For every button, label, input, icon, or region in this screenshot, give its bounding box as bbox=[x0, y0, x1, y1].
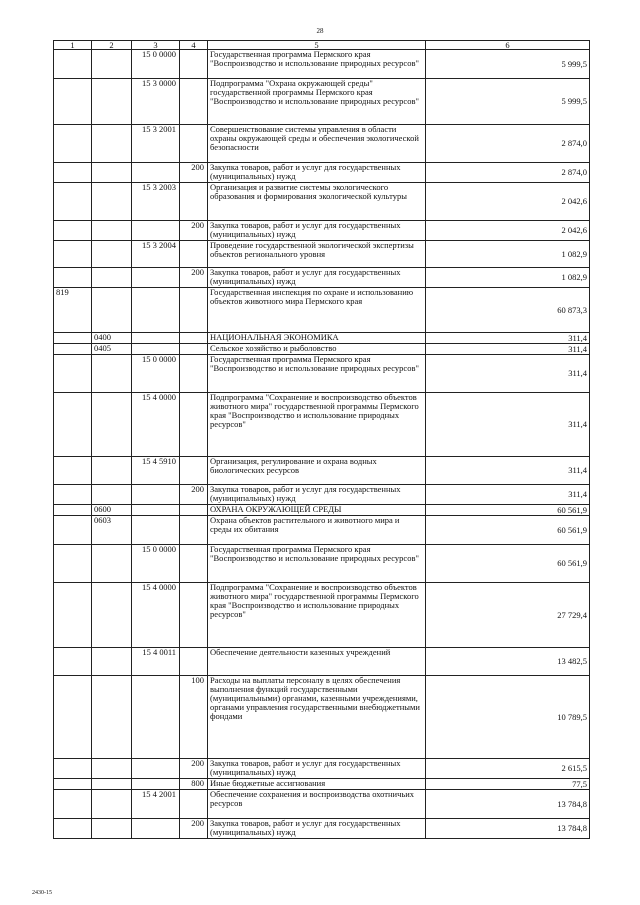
expense-type-cell: 800 bbox=[180, 779, 208, 790]
description-cell: Государственная программа Пермского края "Воспроизводство и использование природных ресурсов" bbox=[208, 545, 426, 583]
ministry-code-cell bbox=[54, 393, 92, 457]
description-cell: Подпрограмма "Сохранение и воспроизводство объектов животного мира" государственной программы Пермского края "Воспроизводство и использование природных ресурсов" bbox=[208, 393, 426, 457]
description-cell: Охрана объектов растительного и животного мира и среды их обитания bbox=[208, 516, 426, 545]
description-cell: Проведение государственной экологической экспертизы объектов регионального уровня bbox=[208, 241, 426, 268]
target-article-cell bbox=[132, 268, 180, 288]
expense-type-cell bbox=[180, 288, 208, 333]
amount-cell: 1 082,9 bbox=[426, 268, 590, 288]
target-article-cell bbox=[132, 676, 180, 759]
description-cell: Совершенствование системы управления в области охраны окружающей среды и обеспечения экологической безопасности bbox=[208, 125, 426, 163]
expense-type-cell bbox=[180, 241, 208, 268]
description-cell: Закупка товаров, работ и услуг для государственных (муниципальных) нужд bbox=[208, 485, 426, 505]
table-row bbox=[54, 583, 590, 648]
ministry-code-cell bbox=[54, 779, 92, 790]
ministry-code-cell bbox=[54, 759, 92, 779]
ministry-code-cell bbox=[54, 163, 92, 183]
ministry-code-cell bbox=[54, 790, 92, 819]
column-header: 5 bbox=[208, 41, 426, 50]
ministry-code-cell bbox=[54, 221, 92, 241]
ministry-code-cell bbox=[54, 183, 92, 221]
expense-type-cell bbox=[180, 333, 208, 344]
section-code-cell bbox=[92, 676, 132, 759]
target-article-cell bbox=[132, 163, 180, 183]
table-row bbox=[54, 79, 590, 125]
expense-type-cell bbox=[180, 79, 208, 125]
table-row bbox=[54, 125, 590, 163]
target-article-cell bbox=[132, 221, 180, 241]
section-code-cell bbox=[92, 545, 132, 583]
ministry-code-cell bbox=[54, 355, 92, 393]
amount-cell: 2 874,0 bbox=[426, 163, 590, 183]
amount-cell: 311,4 bbox=[426, 344, 590, 355]
amount-cell: 27 729,4 bbox=[426, 583, 590, 648]
expense-type-cell bbox=[180, 790, 208, 819]
expense-type-cell bbox=[180, 583, 208, 648]
target-article-cell bbox=[132, 344, 180, 355]
column-header: 1 bbox=[54, 41, 92, 50]
table-row bbox=[54, 779, 590, 790]
table-row bbox=[54, 288, 590, 333]
section-code-cell bbox=[92, 355, 132, 393]
table-row bbox=[54, 393, 590, 457]
table-row bbox=[54, 759, 590, 779]
expense-type-cell: 200 bbox=[180, 221, 208, 241]
expense-type-cell: 200 bbox=[180, 819, 208, 839]
budget-table bbox=[53, 40, 590, 839]
ministry-code-cell bbox=[54, 79, 92, 125]
section-code-cell bbox=[92, 779, 132, 790]
table-row bbox=[54, 676, 590, 759]
description-cell: Иные бюджетные ассигнования bbox=[208, 779, 426, 790]
table-row bbox=[54, 268, 590, 288]
column-header: 6 bbox=[426, 41, 590, 50]
description-cell: Закупка товаров, работ и услуг для государственных (муниципальных) нужд bbox=[208, 221, 426, 241]
description-cell: ОХРАНА ОКРУЖАЮЩЕЙ СРЕДЫ bbox=[208, 505, 426, 516]
description-cell: Организация и развитие системы экологического образования и формирования экологической культуры bbox=[208, 183, 426, 221]
amount-cell: 60 873,3 bbox=[426, 288, 590, 333]
amount-cell: 311,4 bbox=[426, 485, 590, 505]
amount-cell: 60 561,9 bbox=[426, 545, 590, 583]
target-article-cell bbox=[132, 288, 180, 333]
target-article-cell: 15 4 2001 bbox=[132, 790, 180, 819]
target-article-cell: 15 4 0000 bbox=[132, 393, 180, 457]
description-cell: Сельское хозяйство и рыболовство bbox=[208, 344, 426, 355]
section-code-cell bbox=[92, 583, 132, 648]
section-code-cell bbox=[92, 79, 132, 125]
description-cell: Обеспечение деятельности казенных учреждений bbox=[208, 648, 426, 676]
description-cell: Государственная инспекция по охране и использованию объектов животного мира Пермского края bbox=[208, 288, 426, 333]
target-article-cell bbox=[132, 505, 180, 516]
description-cell: Закупка товаров, работ и услуг для государственных (муниципальных) нужд bbox=[208, 819, 426, 839]
column-header: 2 bbox=[92, 41, 132, 50]
ministry-code-cell bbox=[54, 457, 92, 485]
amount-cell: 5 999,5 bbox=[426, 79, 590, 125]
section-code-cell bbox=[92, 485, 132, 505]
expense-type-cell bbox=[180, 50, 208, 79]
ministry-code-cell bbox=[54, 241, 92, 268]
ministry-code-cell bbox=[54, 505, 92, 516]
expense-type-cell bbox=[180, 505, 208, 516]
amount-cell: 311,4 bbox=[426, 355, 590, 393]
table-row bbox=[54, 344, 590, 355]
description-cell: Государственная программа Пермского края "Воспроизводство и использование природных ресурсов" bbox=[208, 355, 426, 393]
target-article-cell: 15 4 0000 bbox=[132, 583, 180, 648]
amount-cell: 1 082,9 bbox=[426, 241, 590, 268]
expense-type-cell: 100 bbox=[180, 676, 208, 759]
amount-cell: 60 561,9 bbox=[426, 516, 590, 545]
section-code-cell: 0603 bbox=[92, 516, 132, 545]
expense-type-cell bbox=[180, 545, 208, 583]
amount-cell: 311,4 bbox=[426, 333, 590, 344]
amount-cell: 13 482,5 bbox=[426, 648, 590, 676]
ministry-code-cell bbox=[54, 485, 92, 505]
target-article-cell bbox=[132, 779, 180, 790]
table-row bbox=[54, 505, 590, 516]
table-row bbox=[54, 790, 590, 819]
table-row bbox=[54, 355, 590, 393]
section-code-cell: 0400 bbox=[92, 333, 132, 344]
table-body bbox=[54, 50, 590, 839]
section-code-cell bbox=[92, 393, 132, 457]
table-row bbox=[54, 333, 590, 344]
table-row bbox=[54, 516, 590, 545]
section-code-cell bbox=[92, 268, 132, 288]
column-header: 3 bbox=[132, 41, 180, 50]
table-header-row bbox=[54, 41, 590, 50]
expense-type-cell bbox=[180, 125, 208, 163]
target-article-cell bbox=[132, 333, 180, 344]
table-row bbox=[54, 241, 590, 268]
description-cell: Закупка товаров, работ и услуг для государственных (муниципальных) нужд bbox=[208, 759, 426, 779]
section-code-cell bbox=[92, 241, 132, 268]
section-code-cell bbox=[92, 163, 132, 183]
target-article-cell: 15 3 2001 bbox=[132, 125, 180, 163]
section-code-cell bbox=[92, 648, 132, 676]
ministry-code-cell bbox=[54, 125, 92, 163]
ministry-code-cell bbox=[54, 583, 92, 648]
table-row bbox=[54, 183, 590, 221]
expense-type-cell: 200 bbox=[180, 163, 208, 183]
expense-type-cell bbox=[180, 393, 208, 457]
amount-cell: 5 999,5 bbox=[426, 50, 590, 79]
expense-type-cell bbox=[180, 355, 208, 393]
target-article-cell: 15 4 0011 bbox=[132, 648, 180, 676]
target-article-cell bbox=[132, 485, 180, 505]
expense-type-cell bbox=[180, 183, 208, 221]
description-cell: Подпрограмма "Охрана окружающей среды" государственной программы Пермского края "Воспроизводство и использование природных ресурсов" bbox=[208, 79, 426, 125]
table-row bbox=[54, 819, 590, 839]
ministry-code-cell bbox=[54, 50, 92, 79]
expense-type-cell: 200 bbox=[180, 759, 208, 779]
section-code-cell: 0600 bbox=[92, 505, 132, 516]
amount-cell: 311,4 bbox=[426, 393, 590, 457]
section-code-cell bbox=[92, 790, 132, 819]
description-cell: Закупка товаров, работ и услуг для государственных (муниципальных) нужд bbox=[208, 163, 426, 183]
amount-cell: 13 784,8 bbox=[426, 790, 590, 819]
description-cell: Обеспечение сохранения и воспроизводства охотничьих ресурсов bbox=[208, 790, 426, 819]
target-article-cell bbox=[132, 759, 180, 779]
amount-cell: 10 789,5 bbox=[426, 676, 590, 759]
expense-type-cell bbox=[180, 648, 208, 676]
description-cell: Расходы на выплаты персоналу в целях обеспечения выполнения функций государственными (муниципальными) органами, казенными учреждениями, органами управления государственными внебюджетными фондами bbox=[208, 676, 426, 759]
section-code-cell bbox=[92, 457, 132, 485]
section-code-cell bbox=[92, 183, 132, 221]
ministry-code-cell bbox=[54, 333, 92, 344]
expense-type-cell bbox=[180, 516, 208, 545]
ministry-code-cell bbox=[54, 676, 92, 759]
section-code-cell bbox=[92, 819, 132, 839]
table-row bbox=[54, 221, 590, 241]
section-code-cell bbox=[92, 288, 132, 333]
table-row bbox=[54, 163, 590, 183]
expense-type-cell bbox=[180, 457, 208, 485]
amount-cell: 60 561,9 bbox=[426, 505, 590, 516]
amount-cell: 13 784,8 bbox=[426, 819, 590, 839]
ministry-code-cell bbox=[54, 819, 92, 839]
column-header: 4 bbox=[180, 41, 208, 50]
description-cell: НАЦИОНАЛЬНАЯ ЭКОНОМИКА bbox=[208, 333, 426, 344]
table-row bbox=[54, 485, 590, 505]
description-cell: Закупка товаров, работ и услуг для государственных (муниципальных) нужд bbox=[208, 268, 426, 288]
section-code-cell bbox=[92, 759, 132, 779]
target-article-cell: 15 0 0000 bbox=[132, 50, 180, 79]
amount-cell: 77,5 bbox=[426, 779, 590, 790]
target-article-cell: 15 3 2004 bbox=[132, 241, 180, 268]
expense-type-cell: 200 bbox=[180, 268, 208, 288]
amount-cell: 2 042,6 bbox=[426, 183, 590, 221]
page-number: 28 bbox=[316, 27, 324, 35]
ministry-code-cell bbox=[54, 516, 92, 545]
target-article-cell: 15 0 0000 bbox=[132, 355, 180, 393]
ministry-code-cell bbox=[54, 344, 92, 355]
target-article-cell bbox=[132, 819, 180, 839]
target-article-cell: 15 4 5910 bbox=[132, 457, 180, 485]
section-code-cell bbox=[92, 50, 132, 79]
table-row bbox=[54, 648, 590, 676]
section-code-cell bbox=[92, 125, 132, 163]
amount-cell: 2 042,6 bbox=[426, 221, 590, 241]
ministry-code-cell bbox=[54, 648, 92, 676]
table-row bbox=[54, 545, 590, 583]
target-article-cell bbox=[132, 516, 180, 545]
target-article-cell: 15 3 0000 bbox=[132, 79, 180, 125]
section-code-cell: 0405 bbox=[92, 344, 132, 355]
ministry-code-cell bbox=[54, 268, 92, 288]
amount-cell: 311,4 bbox=[426, 457, 590, 485]
table-row bbox=[54, 50, 590, 79]
expense-type-cell bbox=[180, 344, 208, 355]
amount-cell: 2 615,5 bbox=[426, 759, 590, 779]
ministry-code-cell: 819 bbox=[54, 288, 92, 333]
description-cell: Государственная программа Пермского края "Воспроизводство и использование природных ресурсов" bbox=[208, 50, 426, 79]
description-cell: Организация, регулирование и охрана водных биологических ресурсов bbox=[208, 457, 426, 485]
ministry-code-cell bbox=[54, 545, 92, 583]
amount-cell: 2 874,0 bbox=[426, 125, 590, 163]
table-row bbox=[54, 457, 590, 485]
target-article-cell: 15 0 0000 bbox=[132, 545, 180, 583]
section-code-cell bbox=[92, 221, 132, 241]
expense-type-cell: 200 bbox=[180, 485, 208, 505]
document-code: 2430-15 bbox=[32, 890, 52, 896]
description-cell: Подпрограмма "Сохранение и воспроизводство объектов животного мира" государственной программы Пермского края "Воспроизводство и использование природных ресурсов" bbox=[208, 583, 426, 648]
target-article-cell: 15 3 2003 bbox=[132, 183, 180, 221]
